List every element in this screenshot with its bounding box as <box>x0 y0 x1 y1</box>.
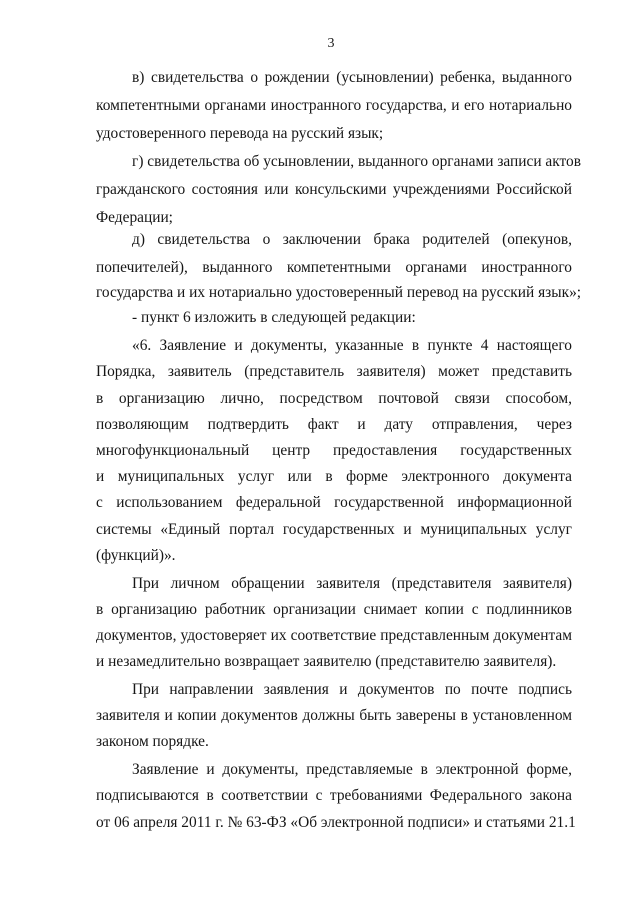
text-line: подписываются в соответствии с требованиями Федерального закона <box>96 787 572 804</box>
text-line: от 06 апреля 2011 г. № 63-ФЗ «Об электронной подписи» и статьями 21.1 <box>96 814 576 831</box>
text-line: законом порядке. <box>96 733 209 750</box>
page-number: 3 <box>327 36 335 51</box>
text-line: с использованием федеральной государственной информационной <box>96 494 572 511</box>
text-line: Заявление и документы, представляемые в электронной форме, <box>132 761 572 778</box>
text-line: системы «Единый портал государственных и муниципальных услуг <box>96 521 572 538</box>
text-line: г) свидетельства об усыновлении, выданного органами записи актов <box>132 153 582 170</box>
text-line: При личном обращении заявителя (представителя заявителя) <box>132 575 572 592</box>
text-line: При направлении заявления и документов по почте подпись <box>132 681 572 698</box>
text-line: многофункциональный центр предоставления государственных <box>96 442 572 459</box>
text-line: позволяющим подтвердить факт и дату отправления, через <box>96 416 572 433</box>
text-line: д) свидетельства о заключении брака родителей (опекунов, <box>132 231 572 248</box>
text-line: компетентными органами иностранного государства, и его нотариально <box>96 97 572 114</box>
text-line: в организацию лично, посредством почтовой связи способом, <box>96 390 572 407</box>
text-line: и незамедлительно возвращает заявителю (представителю заявителя). <box>96 653 557 670</box>
text-line: документов, удостоверяет их соответствие представленным документам <box>96 627 572 644</box>
text-line: и муниципальных услуг или в форме электронного документа <box>96 468 572 485</box>
text-line: заявителя и копии документов должны быть заверены в установленном <box>96 707 572 724</box>
text-line: (функций)». <box>96 547 176 564</box>
text-line: - пункт 6 изложить в следующей редакции: <box>132 309 416 326</box>
text-line: Порядка, заявитель (представитель заявителя) может представить <box>96 363 572 380</box>
text-line: «6. Заявление и документы, указанные в пункте 4 настоящего <box>132 337 572 354</box>
text-line: государства и их нотариально удостоверенный перевод на русский язык»; <box>96 284 582 301</box>
text-line: удостоверенного перевода на русский язык; <box>96 125 384 142</box>
text-line: в) свидетельства о рождении (усыновлении) ребенка, выданного <box>132 69 572 86</box>
text-line: гражданского состояния или консульскими учреждениями Российской <box>96 181 572 198</box>
text-line: в организацию работник организации снимает копии с подлинников <box>96 601 572 618</box>
text-line: попечителей), выданного компетентными органами иностранного <box>96 259 572 276</box>
text-line: Федерации; <box>96 209 173 226</box>
